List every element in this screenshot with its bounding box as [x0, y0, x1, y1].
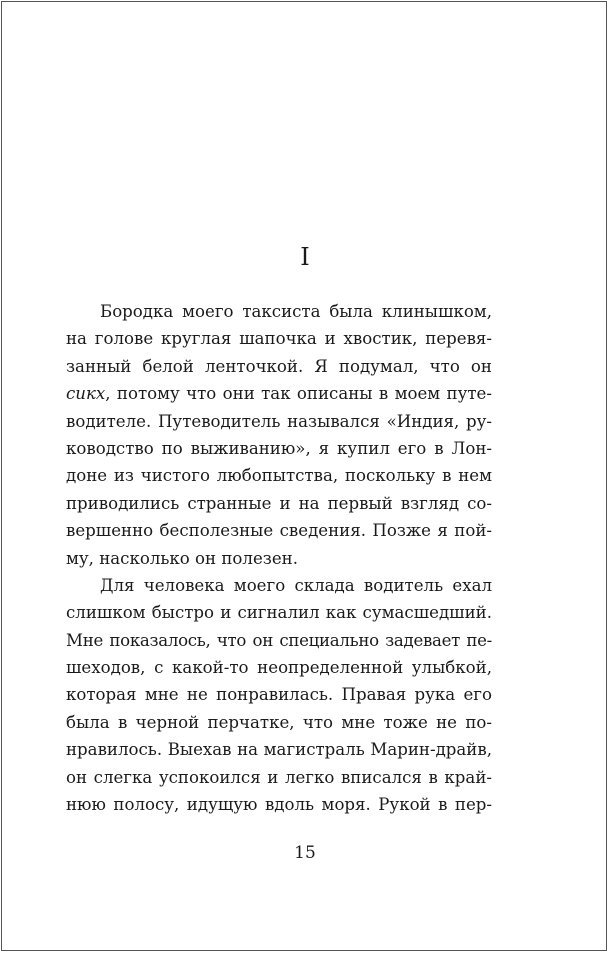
page-number: 15 [294, 843, 316, 863]
body-text [66, 298, 492, 818]
text-line: Бородка моего таксиста была клинышком, [100, 302, 492, 321]
text-line: му, насколько он полезен. [66, 548, 298, 568]
text-line: была в черной перчатке, что мне тоже не по- [66, 712, 492, 732]
text-line: нюю полосу, идущую вдоль моря. Рукой в пер- [66, 795, 492, 815]
text-line: которая мне не понравилась. Правая рука его [66, 685, 492, 705]
paragraph [66, 572, 492, 819]
text-line: нравилось. Выехав на магистраль Марин-драйв, [66, 740, 492, 760]
text-line: приводились странные и на первый взгляд со- [66, 493, 492, 513]
text-line: шеходов, с какой-то неопределенной улыбкой, [66, 658, 492, 678]
text-line: доне из чистого любопытства, поскольку в нем [66, 466, 492, 486]
text-line: слишком быстро и сигналил как сумасшедший. [66, 603, 492, 623]
text-line: вершенно бесполезные сведения. Позже я пой- [66, 521, 492, 541]
text-line: Для человека моего склада водитель ехал [100, 575, 492, 595]
text-line: ководство по выживанию», я купил его в Лон- [66, 438, 492, 458]
text-line: водителе. Путеводитель назывался «Индия, ру- [66, 411, 492, 431]
paragraph [66, 298, 492, 572]
text-line: на голове круглая шапочка и хвостик, перевя- [66, 329, 492, 349]
text-line: Мне показалось, что он специально задевает пе- [66, 630, 492, 650]
text-line: занный белой ленточкой. Я подумал, что он [66, 356, 492, 376]
line-rest: , потому что они так описаны в моем путе- [105, 384, 492, 404]
chapter-number: I [300, 243, 310, 271]
text-line [66, 380, 492, 407]
italic-term: сикх [66, 384, 106, 404]
text-line: он слегка успокоился и легко вписался в край- [66, 767, 492, 787]
